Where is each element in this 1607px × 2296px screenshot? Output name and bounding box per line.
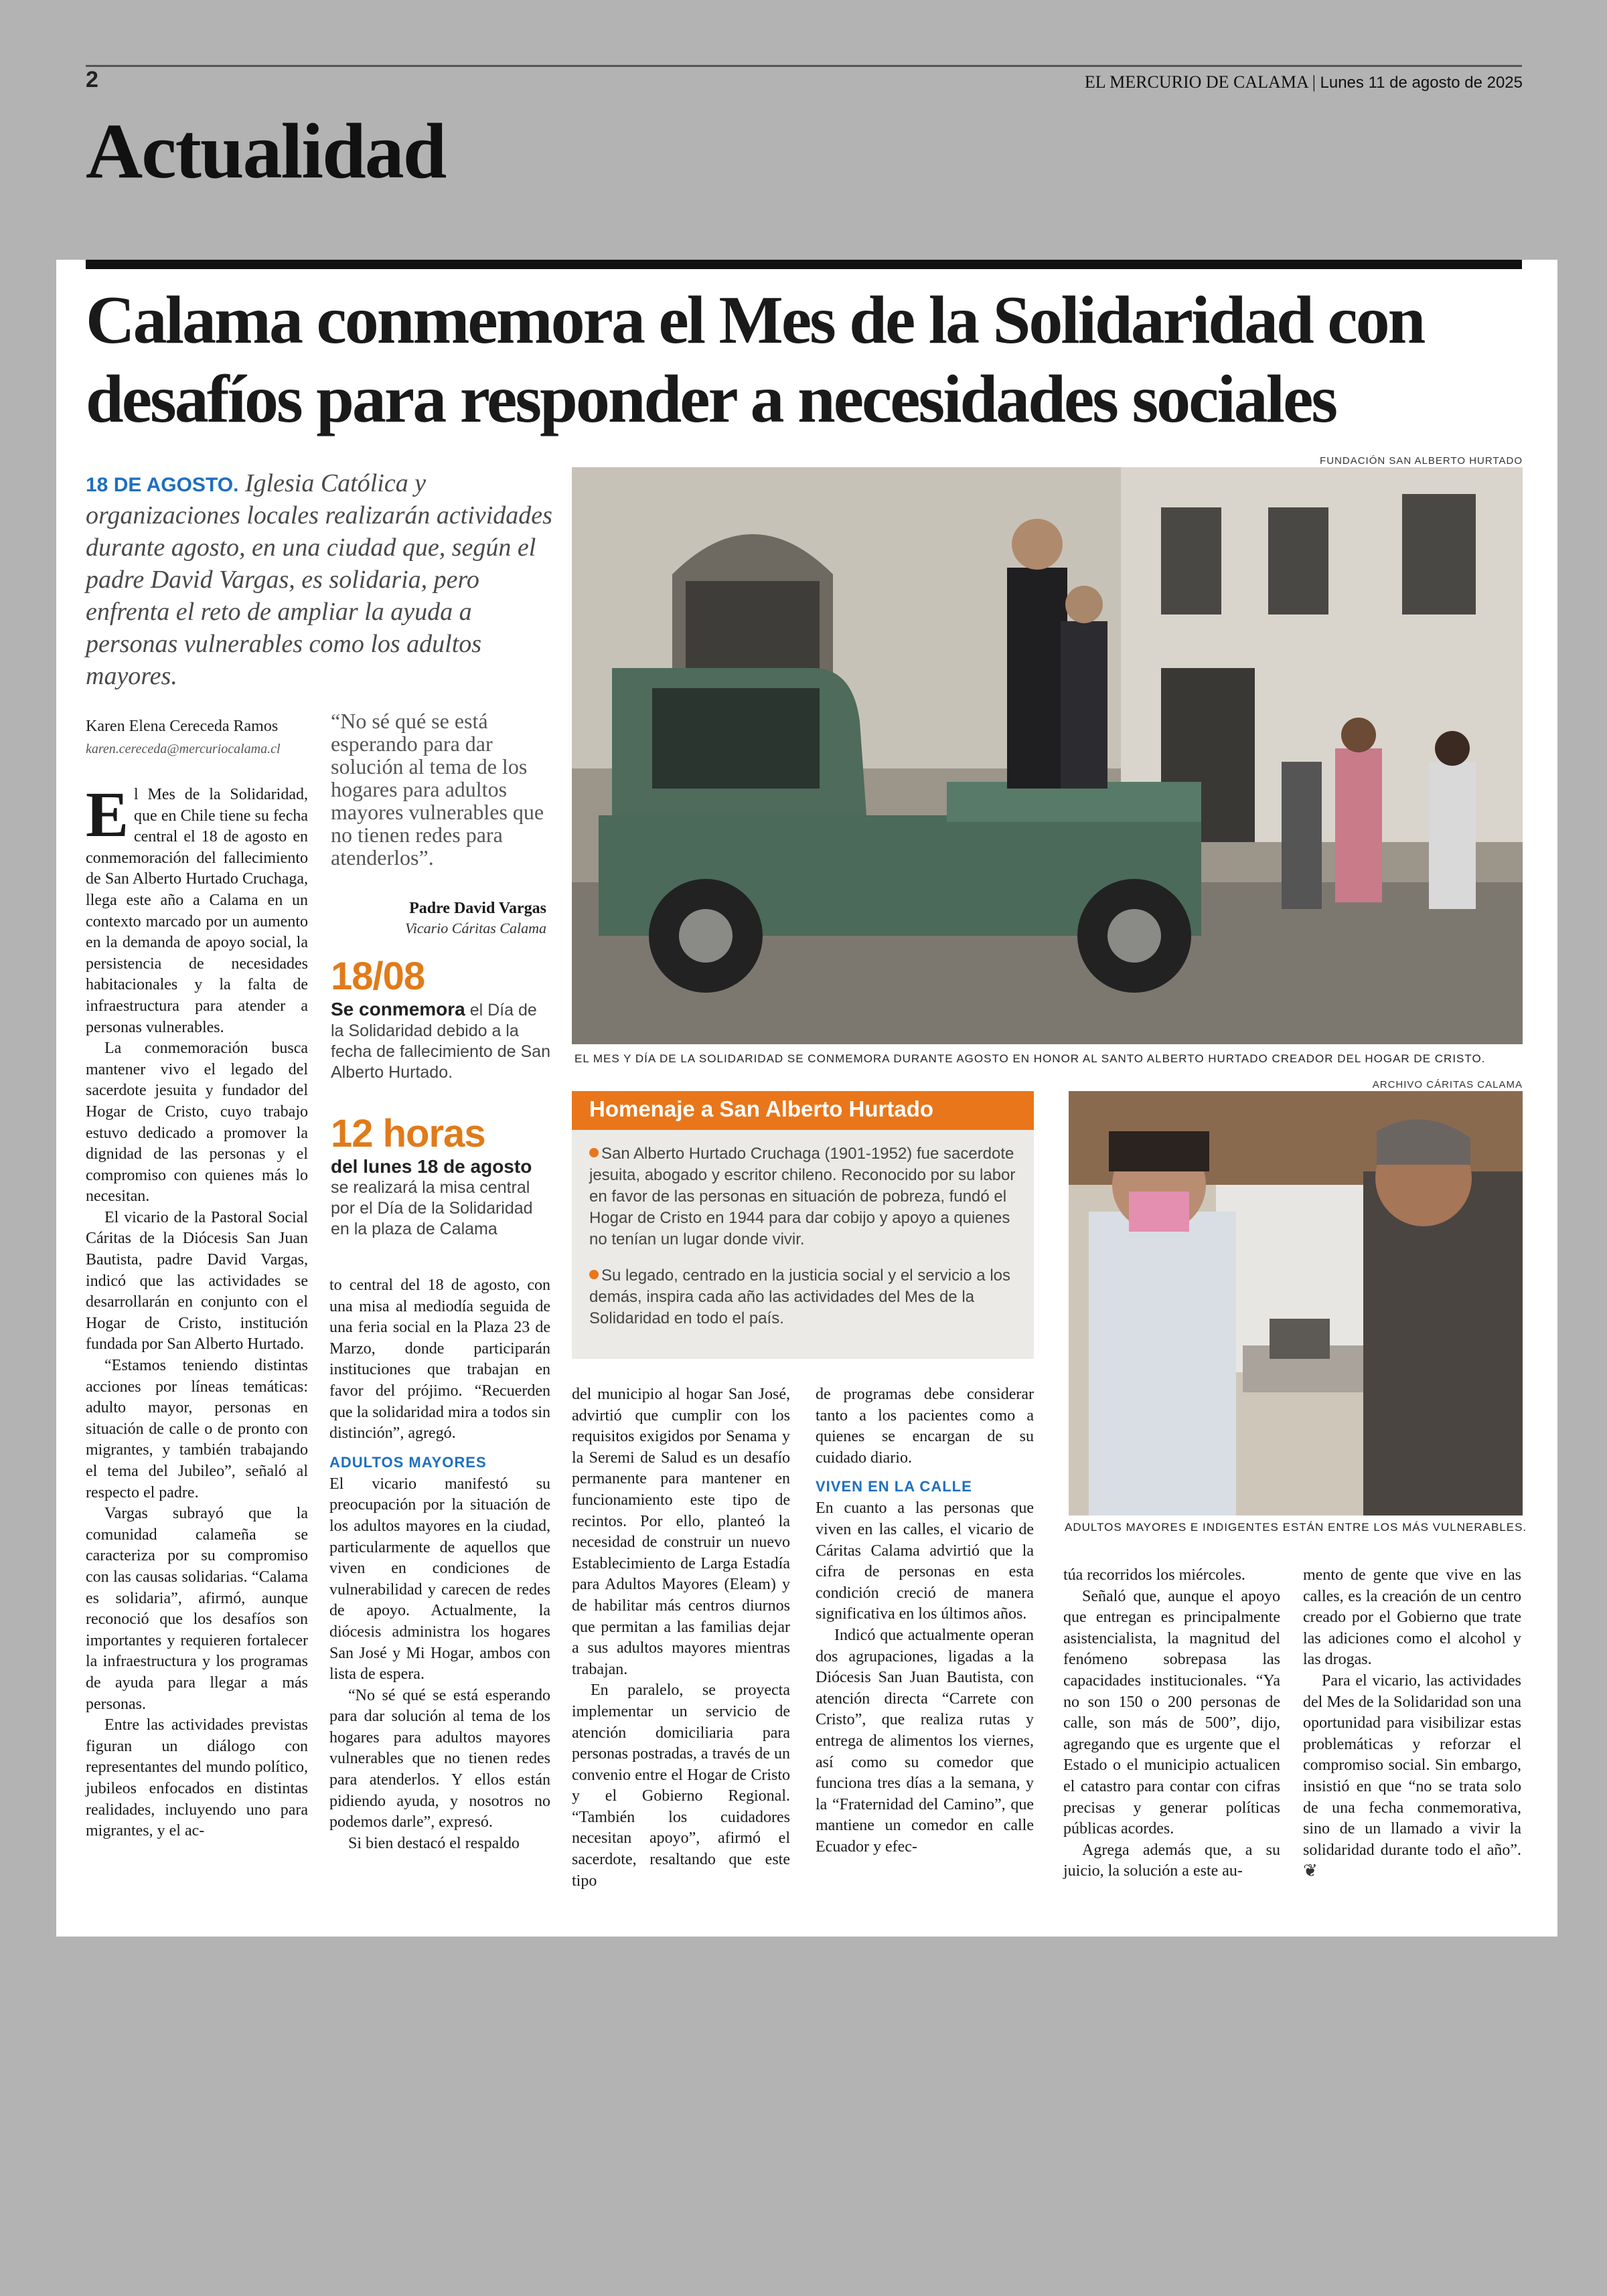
body-paragraph: mento de gente que vive en las calles, es la creación de un centro creado por el Gobierno que trate las adiciones como el alcohol y las drogas. bbox=[1303, 1566, 1521, 1669]
dropcap: E bbox=[86, 778, 129, 850]
body-paragraph: de programas debe considerar tanto a los pacientes como a quienes se encargan de su cuidado diario. bbox=[816, 1386, 1034, 1467]
subhead-viven-en-la-calle: VIVEN EN LA CALLE bbox=[816, 1478, 972, 1495]
body-paragraph bbox=[1303, 1671, 1521, 1883]
quote-author-role: Vicario Cáritas Calama bbox=[404, 920, 546, 936]
article-headline bbox=[86, 281, 1532, 439]
author-email: karen.cereceda@mercuriocalama.cl bbox=[86, 742, 281, 756]
body-paragraph: Entre las actividades previstas figuran un diálogo con representantes del mundo político, jubileos enfocados en distintas realidades, incluyendo uno para migrantes, y el ac- bbox=[86, 1716, 308, 1840]
photo-2-caption: ADULTOS MAYORES E INDIGENTES ESTÁN ENTRE LOS MÁS VULNERABLES. bbox=[1065, 1521, 1527, 1534]
stat-2-value: 12 horas bbox=[331, 1112, 485, 1155]
headline-line-1: Calama conmemora el Mes de la Solidaridad con bbox=[86, 282, 1424, 358]
body-paragraph: En paralelo, se proyecta implementar un servicio de atención domiciliaria para personas postradas, a través de un convenio entre el Hogar de Cristo y el Gobierno Regional. “También los cuidadores necesitan apoyo”, afirmó el sacerdote, resaltando que este tipo bbox=[572, 1682, 790, 1890]
body-paragraph: del municipio al hogar San José, advirtió que cumplir con los requisitos exigidos por Senama y la Seremi de Salud es un desafío permanente para mantener en funcionamiento este tipo de recintos. Por ello, planteó la necesidad de construir un nuevo Establecimiento de Larga Estadía para Adultos Mayores (Eleam) y de habilitar más centros diurnos que permitan a las familias dejar a sus adultos mayores mientras trabajan. bbox=[572, 1386, 790, 1678]
body-paragraph: La conmemoración busca mantener vivo el legado del sacerdote jesuita y fundador del Hogar de Cristo, cuyo trabajo estuvo dedicado a promover la dignidad de las personas y el compromiso con quienes más lo necesitan. bbox=[86, 1040, 308, 1206]
sidebar-paragraph-2 bbox=[589, 1265, 1018, 1329]
body-paragraph: En cuanto a las personas que viven en las calles, el vicario de Cáritas Calama advirtió que la cifra de personas en esta condición creció de manera significativa en los últimos años. bbox=[816, 1499, 1034, 1623]
stat-block-2 bbox=[331, 1111, 552, 1240]
masthead bbox=[1085, 72, 1523, 92]
body-column-4 bbox=[816, 1384, 1034, 1858]
body-paragraph: Vargas subrayó que la comunidad calameña se caracteriza por su compromiso con las causas solidarias. “Calama es solidaria”, afirmó, aunque reconoció que los desafíos son importantes y requieren fortalecer la infraestructura y los programas de ayuda para llegar a más personas. bbox=[86, 1505, 308, 1713]
stat-1-description bbox=[331, 999, 552, 1083]
body-text: l Mes de la Solidaridad, que en Chile tiene su fecha central el 18 de agosto en conmemoración del fallecimiento de San Alberto Hurtado Cruchaga, llega este año a Calama en un contexto marcado por un aumento en la demanda de apoyo social, la persistencia de necesidades habitacionales y la falta de infraestructura para atender a personas vulnerables. bbox=[86, 786, 308, 1036]
quote-author: Padre David Vargas bbox=[409, 900, 546, 917]
stat-1-strong: Se conmemora bbox=[331, 999, 465, 1019]
body-paragraph: Si bien destacó el respaldo bbox=[348, 1834, 520, 1852]
article-lead bbox=[86, 467, 554, 692]
stat-2-strong: del lunes 18 de agosto bbox=[331, 1156, 532, 1177]
stat-1-text: el Día de la Solidaridad debido a la fecha de fallecimiento de San Alberto Hurtado. bbox=[331, 1001, 550, 1082]
end-mark-icon: ❦ bbox=[1303, 1861, 1318, 1882]
body-paragraph: Agrega además que, a su juicio, la solución a este au- bbox=[1063, 1841, 1280, 1880]
sidebar-text-2: Su legado, centrado en la justicia social y el servicio a los demás, inspira cada año las actividades del Mes de la Solidaridad en todo el país. bbox=[589, 1266, 1010, 1327]
bullet-icon bbox=[589, 1270, 599, 1279]
masthead-separator: | bbox=[1312, 72, 1320, 92]
body-paragraph: to central del 18 de agosto, con una misa al mediodía seguida de una feria social en la Plaza 23 de Marzo, donde participarán instituciones que trabajan en favor del prójimo. “Recuerden que la solidaridad mira a todos sin distinción”, agregó. bbox=[329, 1277, 550, 1443]
issue-date: Lunes 11 de agosto de 2025 bbox=[1320, 74, 1523, 92]
sidebar-box-title: Homenaje a San Alberto Hurtado bbox=[589, 1096, 934, 1121]
headline-rule bbox=[86, 260, 1522, 269]
headline-line-2: desafíos para responder a necesidades sociales bbox=[86, 361, 1336, 437]
lead-text: Iglesia Católica y organizaciones locales realizarán actividades durante agosto, en una ciudad que, según el padre David Vargas, es solidaria, pero enfrenta el reto de ampliar la ayuda a personas vulnerables como los adultos mayores. bbox=[86, 469, 552, 690]
body-paragraph bbox=[86, 778, 308, 1038]
body-paragraph: túa recorridos los miércoles. bbox=[1063, 1566, 1245, 1584]
top-rule bbox=[86, 65, 1522, 67]
photo-truck-statue bbox=[572, 467, 1523, 1044]
page-number: 2 bbox=[86, 67, 98, 92]
body-column-1 bbox=[86, 778, 308, 1842]
stat-block-1 bbox=[331, 954, 552, 1083]
body-paragraph: Indicó que actualmente operan dos agrupaciones, ligadas a la Diócesis San Juan Bautista, con atención directa “Carrete con Cristo”, que realiza rutas y entrega de alimentos los viernes, así como su comedor que funciona tres días a la semana, y la “Fraternidad del Camino”, que mantiene un comedor en calle Ecuador y efec- bbox=[816, 1626, 1034, 1856]
stat-2-text: se realizará la misa central por el Día de la Solidaridad en la plaza de Calama bbox=[331, 1178, 533, 1238]
volunteer-elder-illustration bbox=[1069, 1091, 1523, 1515]
sidebar-box-body bbox=[589, 1143, 1018, 1344]
sidebar-paragraph-1 bbox=[589, 1143, 1018, 1250]
section-title: Actualidad bbox=[86, 107, 446, 195]
sidebar-text-1: San Alberto Hurtado Cruchaga (1901-1952) fue sacerdote jesuita, abogado y escritor chileno. Reconocido por su labor en favor de las personas en situación de pobreza, fundó el Hogar de Cristo en 1944 para dar cobijo y apoyo a quienes no tenían un lugar donde vivir. bbox=[589, 1145, 1016, 1248]
photo-1-credit: FUNDACIÓN SAN ALBERTO HURTADO bbox=[1320, 455, 1523, 467]
author-name: Karen Elena Cereceda Ramos bbox=[86, 718, 279, 735]
truck-statue-illustration bbox=[572, 467, 1523, 1044]
body-paragraph: El vicario manifestó su preocupación por la situación de los adultos mayores en la ciudad, particularmente de aquellos que viven en condiciones de vulnerabilidad y carecen de redes de apoyo. Actualmente, la diócesis administra los hogares San José y Mi Hogar, ambos con lista de espera. bbox=[329, 1475, 550, 1684]
photo-1-caption: EL MES Y DÍA DE LA SOLIDARIDAD SE CONMEMORA DURANTE AGOSTO EN HONOR AL SANTO ALBERTO HURTADO CREADOR DEL HOGAR DE CRISTO. bbox=[575, 1052, 1486, 1065]
body-paragraph: “Estamos teniendo distintas acciones por líneas temáticas: adulto mayor, personas en situación de calle o de pronto con migrantes, y también trabajando el tema del Jubileo”, señaló al respecto el padre. bbox=[86, 1357, 308, 1501]
photo-volunteer-elder bbox=[1069, 1091, 1523, 1515]
body-paragraph: Señaló que, aunque el apoyo que entregan es principalmente asistencialista, la magnitud del fenómeno sobrepasa las capacidades institucionales. “Ya no son 150 o 200 personas de calle, son más de 500”, dijo, agregando que es urgente que el Estado o el municipio actualicen el catastro para contar con cifras precisas y generar políticas públicas acordes. bbox=[1063, 1587, 1280, 1838]
body-paragraph: El vicario de la Pastoral Social Cáritas de la Diócesis San Juan Bautista, padre David Vargas, indicó que las actividades se desarrollarán en conjunto con el Hogar de Cristo, institución fundada por San Alberto Hurtado. bbox=[86, 1208, 308, 1354]
bullet-icon bbox=[589, 1148, 599, 1157]
stat-1-value: 18/08 bbox=[331, 955, 425, 998]
subhead-adultos-mayores: ADULTOS MAYORES bbox=[329, 1453, 487, 1471]
body-paragraph: “No sé qué se está esperando para dar solución al tema de los hogares para adultos mayores vulnerables que no tienen redes para atenderlos. Y ellos están pidiendo ayuda, y nosotros no podemos darle”, expresó. bbox=[329, 1686, 550, 1831]
lead-kicker: 18 DE AGOSTO. bbox=[86, 474, 239, 496]
pull-quote: “No sé qué se está esperando para dar solución al tema de los hogares para adultos mayores vulnerables que no tienen redes para atenderlos”. bbox=[331, 709, 544, 870]
newspaper-name: EL MERCURIO DE CALAMA bbox=[1084, 72, 1308, 92]
body-column-2 bbox=[329, 1275, 550, 1854]
photo-2-credit: ARCHIVO CÁRITAS CALAMA bbox=[1372, 1079, 1523, 1090]
body-column-6 bbox=[1303, 1565, 1521, 1883]
body-column-3 bbox=[572, 1384, 790, 1892]
body-text: Para el vicario, las actividades del Mes de la Solidaridad son una oportunidad para visibilizar estas problemáticas y reforzar el compromiso social. Sin embargo, insistió en que “no se trata solo de una fecha conmemorativa, sino de un llamado a vivir la solidaridad durante todo el año”. bbox=[1303, 1671, 1521, 1859]
body-column-5 bbox=[1063, 1565, 1280, 1882]
